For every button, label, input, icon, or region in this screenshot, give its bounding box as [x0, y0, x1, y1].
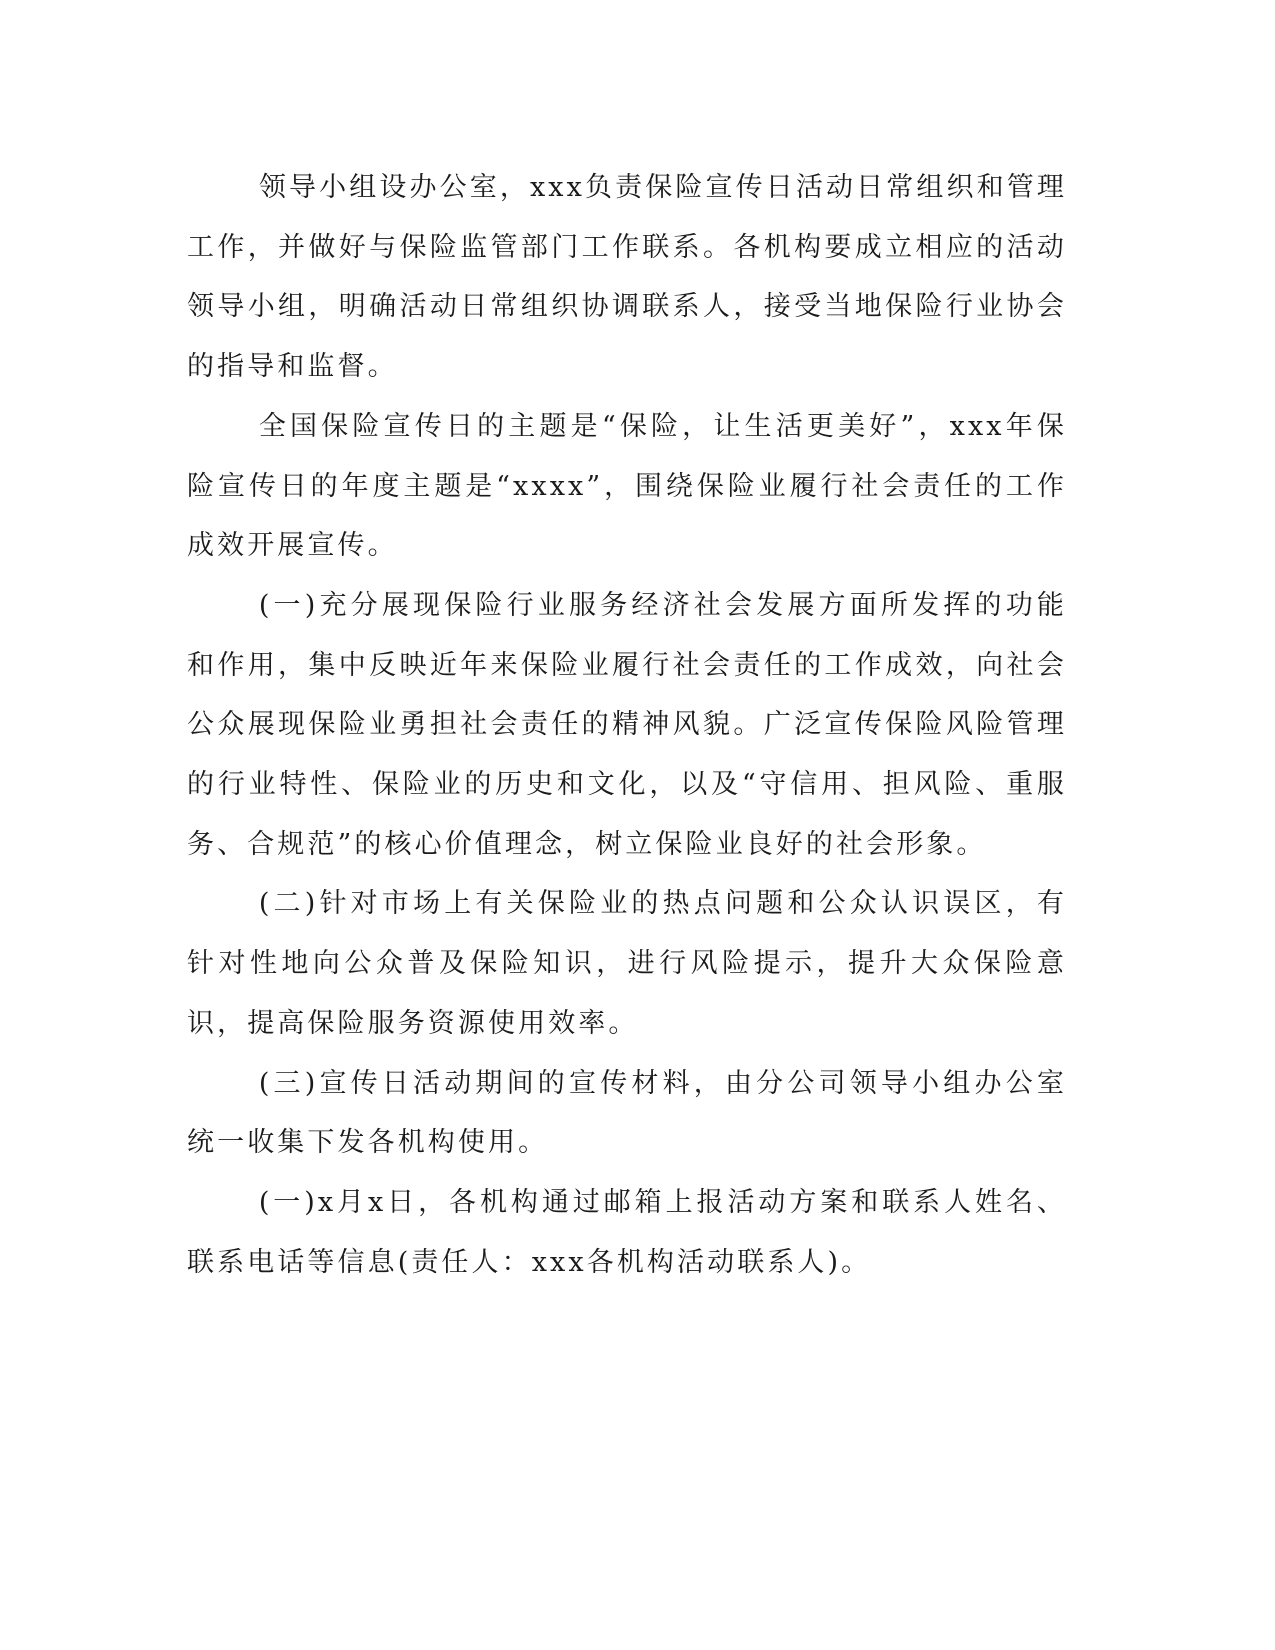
- paragraph-item-3-materials: (三)宣传日活动期间的宣传材料，由分公司领导小组办公室统一收集下发各机构使用。: [187, 1067, 1067, 1159]
- paragraph-item-2-hotspots: (二)针对市场上有关保险业的热点问题和公众认识误区，有针对性地向公众普及保险知识，进行风险提示，提升大众保险意识，提高保险服务资源使用效率。: [187, 888, 1067, 1039]
- paragraph-theme: 全国保险宣传日的主题是“保险，让生活更美好”，xxx年保险宣传日的年度主题是“xxxx”，围绕保险业履行社会责任的工作成效开展宣传。: [187, 410, 1067, 562]
- paragraph-schedule-1: (一)x月x日，各机构通过邮箱上报活动方案和联系人姓名、联系电话等信息(责任人：xxx各机构活动联系人)。: [187, 1186, 1067, 1278]
- paragraph-leading-group-office: 领导小组设办公室，xxx负责保险宣传日活动日常组织和管理工作，并做好与保险监管部门工作联系。各机构要成立相应的活动领导小组，明确活动日常组织协调联系人，接受当地保险行业协会的指导和监督。: [187, 172, 1067, 383]
- document-body: [187, 158, 1067, 1292]
- paragraph-item-1-function: (一)充分展现保险行业服务经济社会发展方面所发挥的功能和作用，集中反映近年来保险业履行社会责任的工作成效，向社会公众展现保险业勇担社会责任的精神风貌。广泛宣传保险风险管理的行业特性、保险业的历史和文化，以及“守信用、担风险、重服务、合规范”的核心价值理念，树立保险业良好的社会形象。: [187, 589, 1067, 860]
